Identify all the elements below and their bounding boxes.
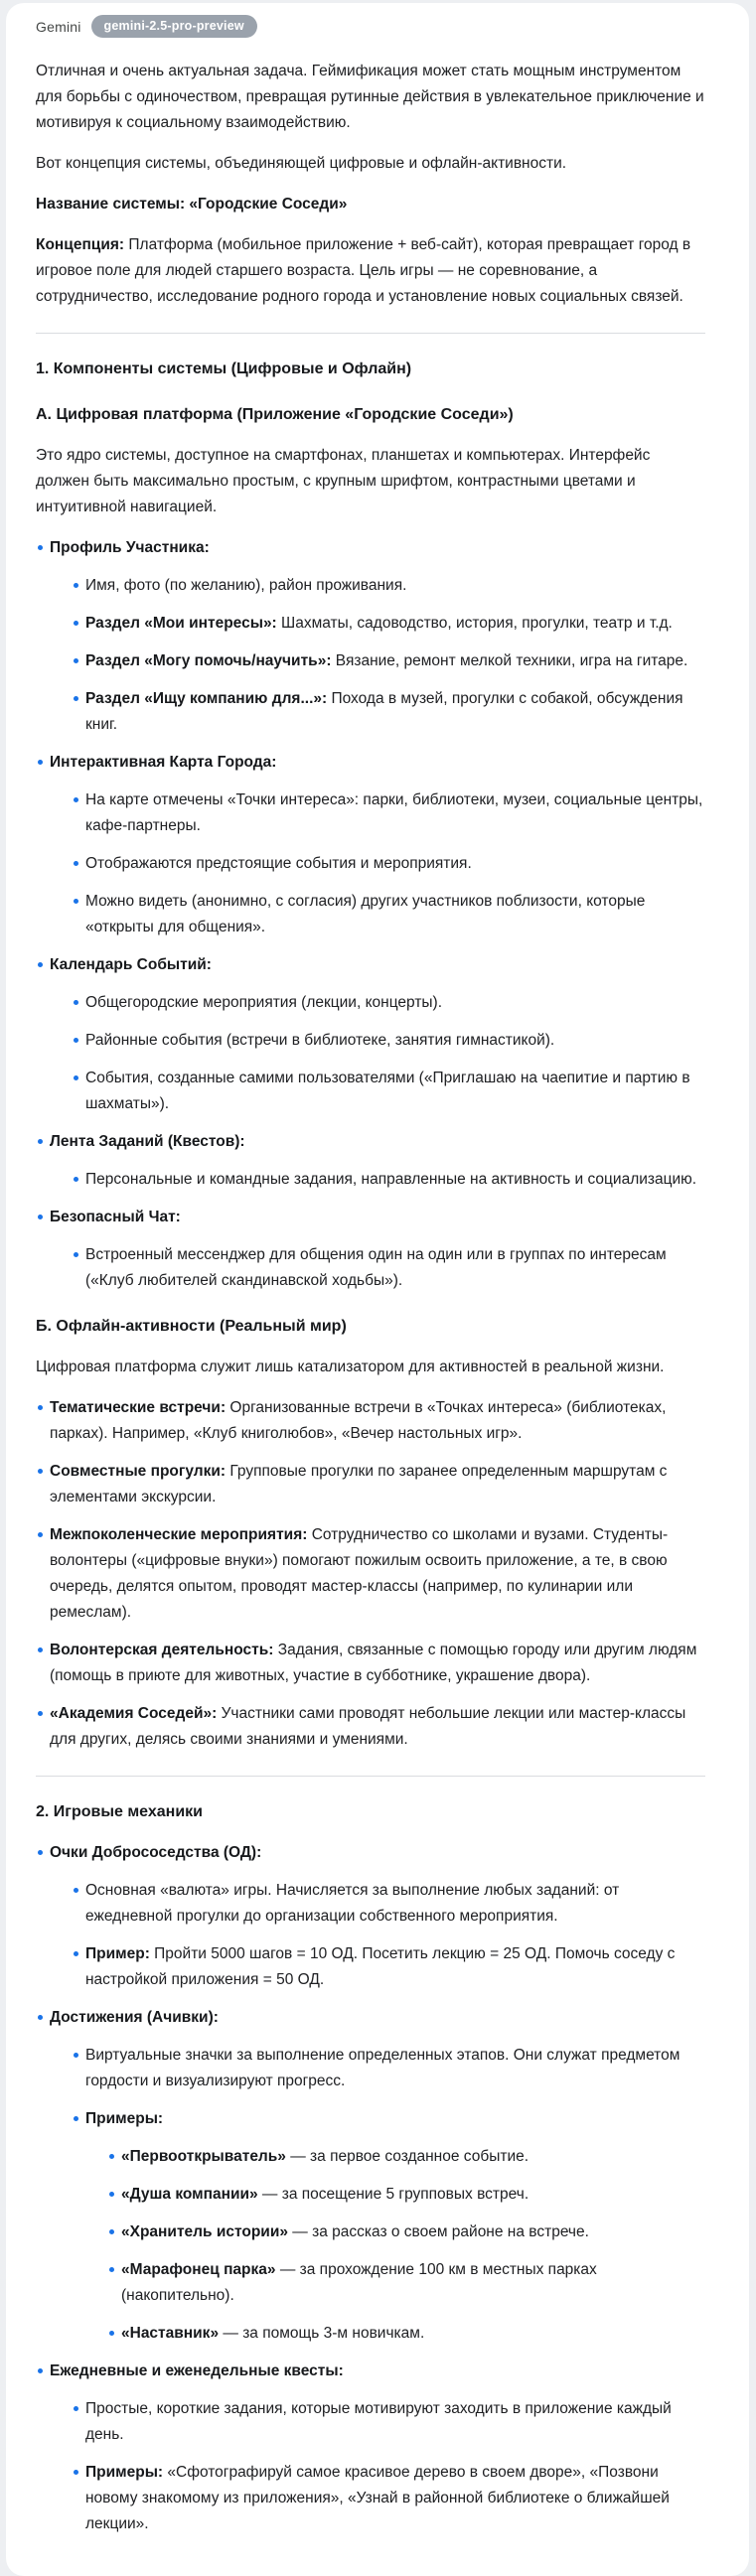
gemini-response-card: [6, 3, 749, 2576]
list-item: [50, 535, 705, 738]
text-run: Это ядро системы, доступное на смартфонах, планшетах и компьютерах. Интерфейс должен быть максимально простым, с крупным шрифтом, контрастными цветами и интуитивной навигацией.: [36, 447, 651, 515]
list-item-text: [121, 2182, 705, 2208]
text-run: Простые, короткие задания, которые мотивируют заходить в приложение каждый день.: [85, 2400, 672, 2443]
list-item: [85, 2396, 705, 2448]
list-item: [85, 787, 705, 839]
list-item-text: [85, 1167, 705, 1193]
bold-text: Волонтерская деятельность:: [50, 1642, 274, 1658]
list-item: [121, 2182, 705, 2208]
text-run: Похода в музей, прогулки с собакой, обсуждения книг.: [85, 690, 683, 733]
list-item: [85, 1242, 705, 1294]
text-run: Встроенный мессенджер для общения один на один или в группах по интересам («Клуб любителей скандинавской ходьбы»).: [85, 1246, 667, 1289]
bold-text: Очки Добрососедства (ОД):: [50, 1844, 262, 1861]
app-name-label: Gemini: [36, 18, 81, 35]
bold-text: Раздел «Могу помочь/научить»:: [85, 652, 332, 669]
paragraph: [36, 443, 705, 520]
list-item: [85, 686, 705, 738]
list-item-text: [50, 2359, 705, 2384]
list-item: [50, 1129, 705, 1193]
list-item-text: [50, 2005, 705, 2031]
text-run: Персональные и командные задания, направленные на активность и социализацию.: [85, 1171, 697, 1188]
list-item-text: [85, 2460, 705, 2537]
text-run: Пройти 5000 шагов = 10 ОД. Посетить лекцию = 25 ОД. Помочь соседу с настройкой приложения = 50 ОД.: [85, 1945, 676, 1988]
list-item: [50, 1701, 705, 1753]
list-item-text: [121, 2219, 705, 2245]
list-item-text: [85, 2043, 705, 2094]
list-item-text: [121, 2144, 705, 2170]
list-item-text: [85, 1242, 705, 1294]
text-run: Сотрудничество со школами и вузами. Студенты-волонтеры («цифровые внуки») помогают пожилым освоить приложение, а те, в свою очередь, делятся опытом, проводят мастер-классы (например, по кулинарии или ремеслам).: [50, 1526, 669, 1621]
bold-text: Раздел «Мои интересы»:: [85, 615, 277, 632]
bullet-list-level-2: [50, 1242, 705, 1294]
text-run: Основная «валюта» игры. Начисляется за выполнение любых заданий: от ежедневной прогулки до организации собственного мероприятия.: [85, 1882, 620, 1925]
text-run: Можно видеть (анонимно, с согласия) других участников поблизости, которые «открыты для общения».: [85, 893, 646, 935]
list-item: [121, 2144, 705, 2170]
bold-text: «Академия Соседей»:: [50, 1705, 218, 1722]
text-run: — за первое созданное событие.: [285, 2148, 529, 2165]
bold-text: Межпоколенческие мероприятия:: [50, 1526, 308, 1543]
bullet-list-level-2: [50, 990, 705, 1117]
list-item-text: [121, 2257, 705, 2309]
text-run: «Сфотографируй самое красивое дерево в своем дворе», «Позвони новому знакомому из приложения», «Узнай в районной библиотеке о ближайшей лекции».: [85, 2464, 670, 2532]
list-item-text: [85, 611, 705, 637]
list-item-text: [85, 787, 705, 839]
list-item: [50, 1840, 705, 1993]
list-item-text: [50, 1522, 705, 1626]
text-run: — за помощь 3-м новичкам.: [219, 2325, 425, 2342]
list-item: [50, 1638, 705, 1689]
paragraph: [36, 232, 705, 310]
bullet-list-level-1: [36, 1395, 705, 1753]
bullet-list-level-1: [36, 535, 705, 1294]
bold-text: Название системы: «Городские Соседи»: [36, 196, 348, 213]
text-run: Задания, связанные с помощью городу или другим людям (помощь в приюте для животных, участие в субботнике, украшение двора).: [50, 1642, 697, 1684]
bold-text: Концепция:: [36, 236, 125, 253]
text-run: Отличная и очень актуальная задача. Геймификация может стать мощным инструментом для борьбы с одиночеством, превращая рутинные действия в увлекательное приключение и мотивируя к социальному взаимодействию.: [36, 63, 704, 131]
model-badge: gemini-2.5-pro-preview: [91, 15, 257, 38]
list-item-text: [85, 648, 705, 674]
text-run: Участники сами проводят небольшие лекции или мастер-классы для других, делясь своими знаниями и умениями.: [50, 1705, 686, 1748]
section-heading: А. Цифровая платформа (Приложение «Городские Соседи»): [36, 406, 514, 423]
bold-text: Раздел «Ищу компанию для...»:: [85, 690, 328, 707]
list-item-text: [85, 1028, 705, 1054]
list-item: [50, 952, 705, 1117]
text-run: Имя, фото (по желанию), район проживания.: [85, 577, 407, 594]
bullet-list-level-2: [50, 787, 705, 940]
text-run: Групповые прогулки по заранее определенным маршрутам с элементами экскурсии.: [50, 1463, 668, 1505]
text-run: Общегородские мероприятия (лекции, концерты).: [85, 994, 443, 1011]
list-item: [85, 2106, 705, 2347]
bold-text: Календарь Событий:: [50, 956, 212, 973]
list-item: [85, 573, 705, 599]
bullet-list-level-2: [50, 1167, 705, 1193]
list-item: [121, 2219, 705, 2245]
list-item: [50, 2359, 705, 2537]
text-run: — за прохождение 100 км в местных парках (накопительно).: [121, 2261, 597, 2304]
list-item-text: [85, 1941, 705, 1993]
text-run: Вот концепция системы, объединяющей цифровые и офлайн-активности.: [36, 155, 567, 172]
bold-text: Примеры:: [85, 2464, 164, 2481]
list-item-text: [85, 573, 705, 599]
list-item: [121, 2321, 705, 2347]
bold-text: «Хранитель истории»: [121, 2223, 288, 2240]
list-item-text: [50, 1395, 705, 1447]
list-item-text: [85, 686, 705, 738]
list-item: [50, 1522, 705, 1626]
bullet-list-level-2: [50, 2043, 705, 2347]
bold-text: Достижения (Ачивки):: [50, 2009, 219, 2026]
text-run: Шахматы, садоводство, история, прогулки, театр и т.д.: [276, 615, 673, 632]
list-item: [50, 750, 705, 940]
bold-text: «Марафонец парка»: [121, 2261, 276, 2278]
list-item-text: [50, 750, 705, 776]
divider: [36, 333, 705, 334]
list-item: [121, 2257, 705, 2309]
list-item: [85, 1167, 705, 1193]
text-run: — за рассказ о своем районе на встрече.: [287, 2223, 589, 2240]
list-item: [85, 2460, 705, 2537]
list-item-text: [85, 2396, 705, 2448]
text-run: Вязание, ремонт мелкой техники, игра на гитаре.: [331, 652, 688, 669]
paragraph: [36, 151, 705, 177]
text-run: Отображаются предстоящие события и мероприятия.: [85, 855, 472, 872]
list-item: [85, 889, 705, 940]
list-item-text: [85, 851, 705, 877]
bold-text: Тематические встречи:: [50, 1399, 227, 1416]
list-item-text: [85, 990, 705, 1016]
section-heading: Б. Офлайн-активности (Реальный мир): [36, 1318, 347, 1335]
list-item: [85, 2043, 705, 2094]
list-item-text: [85, 2106, 705, 2132]
divider: [36, 1776, 705, 1777]
list-item-text: [50, 1701, 705, 1753]
list-item-text: [50, 1205, 705, 1230]
section-heading: 1. Компоненты системы (Цифровые и Офлайн): [36, 360, 412, 377]
list-item: [50, 2005, 705, 2347]
list-item-text: [50, 1459, 705, 1510]
response-content: [36, 59, 705, 2537]
bold-text: Совместные прогулки:: [50, 1463, 227, 1480]
list-item-text: [50, 952, 705, 978]
list-item-text: [50, 1840, 705, 1866]
bold-text: Ежедневные и еженедельные квесты:: [50, 2362, 344, 2379]
bold-text: Лента Заданий (Квестов):: [50, 1133, 245, 1150]
list-item-text: [50, 1129, 705, 1155]
section-heading: 2. Игровые механики: [36, 1803, 204, 1820]
bullet-list-level-2: [50, 1878, 705, 1993]
list-item: [85, 851, 705, 877]
bold-text: «Наставник»: [121, 2325, 220, 2342]
bullet-list-level-1: [36, 1840, 705, 2537]
list-item: [50, 1395, 705, 1447]
bold-text: Пример:: [85, 1945, 150, 1962]
text-run: На карте отмечены «Точки интереса»: парки, библиотеки, музеи, социальные центры, кафе-партнеры.: [85, 791, 703, 834]
bold-text: Примеры:: [85, 2110, 164, 2127]
list-item-text: [85, 1066, 705, 1117]
text-run: Организованные встречи в «Точках интереса» (библиотеках, парках). Например, «Клуб книголюбов», «Вечер настольных игр».: [50, 1399, 667, 1442]
list-item: [85, 1878, 705, 1930]
list-item: [85, 1941, 705, 1993]
text-run: События, созданные самими пользователями («Приглашаю на чаепитие и партию в шахматы»).: [85, 1070, 690, 1112]
list-item: [85, 990, 705, 1016]
bullet-list-level-2: [50, 573, 705, 738]
bullet-list-level-3: [85, 2144, 705, 2347]
bold-text: «Первооткрыватель»: [121, 2148, 286, 2165]
paragraph: [36, 59, 705, 136]
response-header: [36, 13, 705, 44]
bold-text: Профиль Участника:: [50, 539, 210, 556]
list-item-text: [121, 2321, 705, 2347]
text-run: Районные события (встречи в библиотеке, занятия гимнастикой).: [85, 1032, 555, 1049]
bullet-list-level-2: [50, 2396, 705, 2537]
bold-text: Интерактивная Карта Города:: [50, 754, 277, 771]
text-run: — за посещение 5 групповых встреч.: [257, 2186, 529, 2203]
list-item: [85, 1028, 705, 1054]
list-item: [85, 611, 705, 637]
list-item: [85, 1066, 705, 1117]
list-item-text: [50, 535, 705, 561]
list-item: [50, 1459, 705, 1510]
list-item: [50, 1205, 705, 1294]
text-run: Виртуальные значки за выполнение определенных этапов. Они служат предметом гордости и визуализируют прогресс.: [85, 2047, 680, 2089]
list-item: [85, 648, 705, 674]
list-item-text: [85, 1878, 705, 1930]
paragraph: [36, 192, 705, 217]
text-run: Платформа (мобильное приложение + веб-сайт), которая превращает город в игровое поле для людей старшего возраста. Цель игры — не соревнование, а сотрудничество, исследование родного города и установление новых социальных связей.: [36, 236, 691, 305]
paragraph: [36, 1355, 705, 1380]
text-run: Цифровая платформа служит лишь катализатором для активностей в реальной жизни.: [36, 1359, 665, 1375]
list-item-text: [85, 889, 705, 940]
bold-text: Безопасный Чат:: [50, 1209, 181, 1225]
list-item-text: [50, 1638, 705, 1689]
bold-text: «Душа компании»: [121, 2186, 258, 2203]
